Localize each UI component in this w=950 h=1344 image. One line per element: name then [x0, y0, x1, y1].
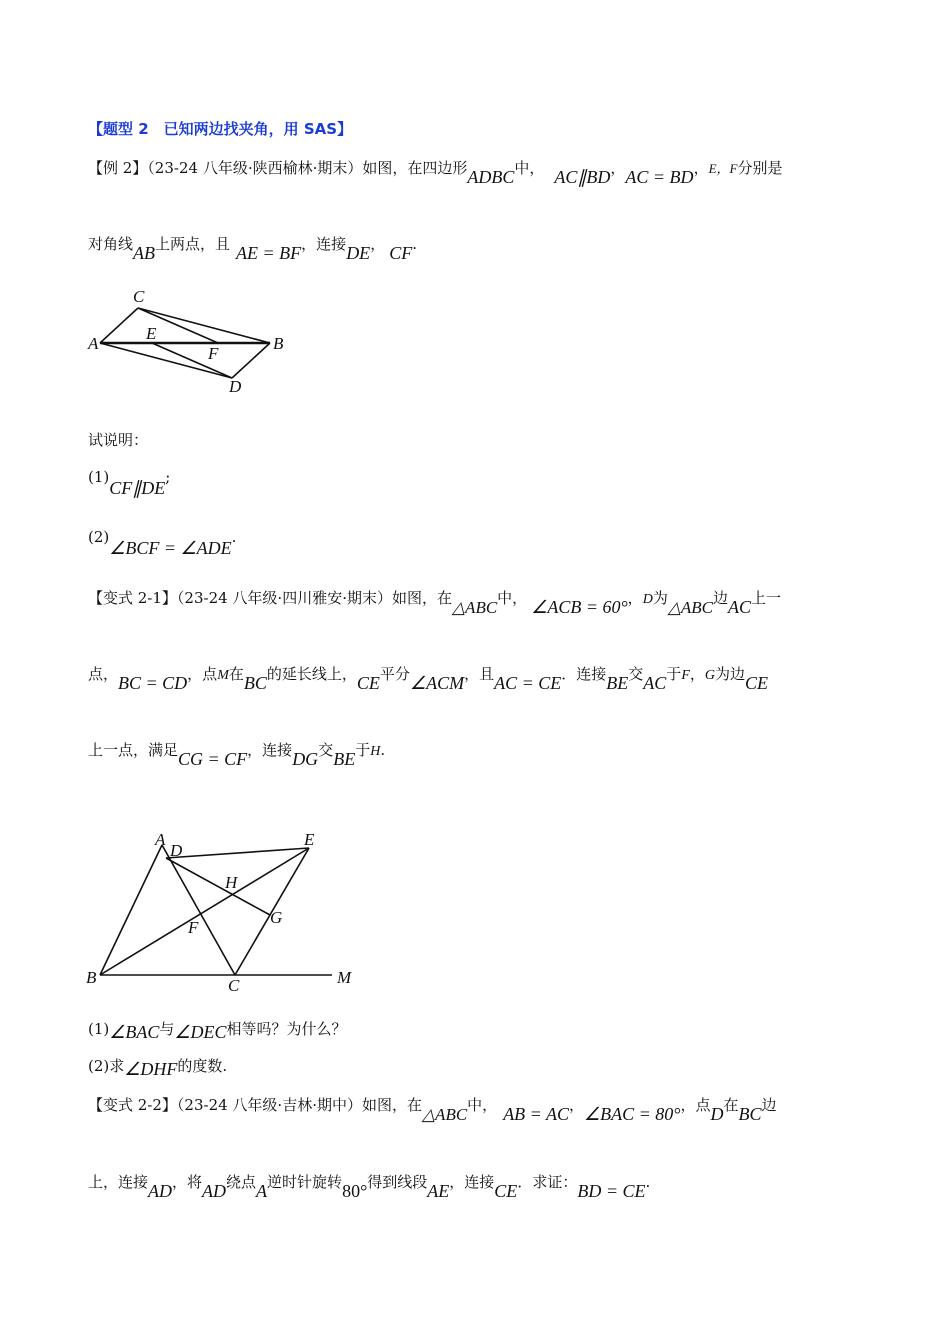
q2-expression: ∠BCF = ∠ADE: [109, 538, 232, 558]
comma: ，: [610, 159, 626, 177]
variant22-prefix: 【变式 2-2】（23-24 八年级·吉林·期中）如图，在: [88, 1096, 422, 1114]
tri-abc-2: △ABC: [667, 598, 714, 617]
seg-ce: CE: [356, 673, 380, 693]
label-d: D: [170, 841, 183, 860]
comma: ，: [569, 1096, 585, 1114]
label-a: A: [155, 830, 166, 849]
text-bian: 边: [761, 1096, 777, 1114]
text-nishizhen: 逆时针旋转: [267, 1173, 343, 1191]
seg-ce: CE: [494, 1181, 518, 1201]
sep: ，: [370, 235, 386, 253]
variant21-prefix: 【变式 2-1】（23-24 八年级·四川雅安·期末）如图，在: [88, 589, 452, 607]
label-b: B: [273, 334, 284, 353]
text-lianjie: ，连接: [449, 1173, 495, 1191]
text-dedao: 得到线段: [367, 1173, 428, 1191]
cond-ab-ac: AB = AC: [503, 1104, 569, 1124]
text-yu: 于: [666, 665, 682, 683]
text-jiao2: 交: [318, 741, 334, 759]
cond-bd-ce: BD = CE: [577, 1181, 646, 1201]
comma: ，: [693, 159, 709, 177]
q1-number: (1): [88, 468, 110, 486]
example2-line1: [88, 156, 783, 187]
tri-abc: △ABC: [451, 598, 498, 617]
point-a: A: [256, 1181, 268, 1201]
text-lianjie2: ，连接: [247, 741, 293, 759]
segment-db: [232, 343, 270, 378]
segment-ac: [162, 845, 235, 975]
text-dian: 点，: [88, 665, 119, 683]
q2-prefix: (2)求: [88, 1057, 125, 1075]
example2-q1: [88, 465, 171, 498]
text-weibian: 为边: [715, 665, 746, 683]
example2-prefix: 【例 2】（23-24 八年级·陕西榆林·期末）如图，在四边形: [88, 159, 468, 177]
segment-de: [166, 848, 309, 858]
label-d: D: [229, 377, 242, 396]
text-in: 中，: [514, 159, 545, 177]
text-shanglianjie: 上，连接: [88, 1173, 149, 1191]
seg-ac-2: AC: [643, 673, 667, 693]
cond-equal: AC = BD: [625, 167, 694, 187]
label-e: E: [304, 830, 315, 849]
seg-bc: BC: [738, 1104, 762, 1124]
text-zhong: 中，: [497, 589, 528, 607]
q1-question: 相等吗？为什么？: [226, 1020, 347, 1038]
text-bian: 边: [713, 589, 729, 607]
cond-cg-cf: CG = CF: [178, 749, 248, 769]
text-yanchang: 的延长线上，: [266, 665, 357, 683]
figure-triangle: [80, 825, 380, 1000]
text-duijiaoxian: 对角线: [88, 235, 134, 253]
label-h: H: [225, 873, 238, 892]
text-lianjie: ，连接: [301, 235, 347, 253]
period: .: [645, 1173, 651, 1191]
text-dian2: ，点: [187, 665, 218, 683]
figure-quadrilateral: [80, 280, 300, 400]
variant21-line3: [88, 738, 386, 769]
text-yu: 与: [159, 1020, 175, 1038]
seg-bc: BC: [243, 673, 267, 693]
variant21-line1: [88, 586, 782, 617]
angle-bac-80: ∠BAC = 80°: [584, 1104, 681, 1124]
variant21-q2: [88, 1054, 227, 1077]
cond-ac-ce: AC = CE: [494, 673, 562, 693]
text-qiuzheng: ．求证：: [517, 1173, 578, 1191]
tri-abc: △ABC: [421, 1105, 468, 1124]
section-title: 【题型 2 已知两边找夹角，用 SAS】: [88, 120, 353, 138]
quad-name: ADBC: [467, 167, 515, 187]
segment-dg: [166, 858, 270, 915]
seg-ad: AD: [148, 1181, 173, 1201]
seg-ad-2: AD: [202, 1181, 227, 1201]
label-f: F: [208, 344, 219, 363]
variant21-line2: [88, 662, 769, 693]
text-shangyidian: 上一点，满足: [88, 741, 179, 759]
segment-cb: [138, 308, 270, 343]
example2-line2: [88, 232, 417, 263]
variant22-line1: [88, 1093, 777, 1124]
seg-ae: AE: [427, 1181, 450, 1201]
point-d: D: [642, 592, 653, 607]
seg-ac: AC: [728, 597, 752, 617]
text-fenbie: 分别是: [737, 159, 783, 177]
text-shangyi: 上一: [751, 589, 782, 607]
text-pingfen: 平分: [379, 665, 410, 683]
angle-bac: ∠BAC: [109, 1022, 160, 1042]
points-ef: E，F: [708, 161, 738, 176]
point-g: G: [704, 668, 716, 683]
text-raodian: 绕点: [226, 1173, 257, 1191]
label-c: C: [133, 287, 145, 306]
q1-expression: CF∥DE: [109, 478, 166, 498]
label-b: B: [86, 968, 97, 987]
text-shangliangdian: 上两点，且: [155, 235, 231, 253]
angle-dhf: ∠DHF: [124, 1059, 178, 1079]
text-jiao: 交: [628, 665, 644, 683]
example2-q2: [88, 525, 237, 558]
comma: ，: [627, 589, 643, 607]
variant22-line2: [88, 1170, 651, 1201]
cond-bc-cd: BC = CD: [118, 673, 188, 693]
angle-dec: ∠DEC: [174, 1022, 227, 1042]
seg-dg: DG: [292, 749, 319, 769]
text-zhong: 中，: [467, 1096, 498, 1114]
label-a: A: [88, 334, 99, 353]
q1-end: ;: [165, 468, 171, 486]
q1-number: (1): [88, 1020, 110, 1038]
point-h: H: [370, 744, 381, 759]
label-m: M: [337, 968, 352, 987]
point-f: F: [681, 668, 690, 683]
point-d: D: [710, 1104, 724, 1124]
label-g: G: [270, 908, 283, 927]
seg-be-2: BE: [333, 749, 356, 769]
dot: .: [380, 741, 386, 759]
label-e: E: [146, 324, 157, 343]
text-dian: ，点: [680, 1096, 711, 1114]
variant21-q1: [88, 1017, 347, 1040]
text-qie: ，且: [464, 665, 495, 683]
seg-be: BE: [606, 673, 629, 693]
q2-suffix: 的度数.: [177, 1057, 228, 1075]
seg-ce-2: CE: [745, 673, 769, 693]
text-yu-h: 于: [355, 741, 371, 759]
segment-ac: [100, 308, 138, 343]
text-zai: 在: [228, 665, 244, 683]
seg-cf: CF: [389, 243, 413, 263]
angle-acb: ∠ACB = 60°: [531, 597, 628, 617]
label-c: C: [228, 976, 240, 995]
cond-ae-bf: AE = BF: [236, 243, 302, 263]
rotation-degree: 80°: [342, 1181, 368, 1201]
cond-parallel: AC∥BD: [554, 167, 611, 187]
seg-de: DE: [346, 243, 371, 263]
comma: ，: [689, 665, 705, 683]
text-zai: 在: [723, 1096, 739, 1114]
shishuo-label: 试说明：: [88, 431, 149, 449]
angle-acm: ∠ACM: [409, 673, 465, 693]
label-f: F: [188, 918, 199, 937]
q2-number: (2): [88, 528, 110, 546]
text-jiang: ，将: [172, 1173, 203, 1191]
text-wei: 为: [652, 589, 668, 607]
text-lianjie: ．连接: [561, 665, 607, 683]
seg-ab: AB: [133, 243, 156, 263]
q2-end: .: [231, 528, 237, 546]
period: .: [412, 235, 417, 253]
point-m: M: [217, 668, 229, 683]
